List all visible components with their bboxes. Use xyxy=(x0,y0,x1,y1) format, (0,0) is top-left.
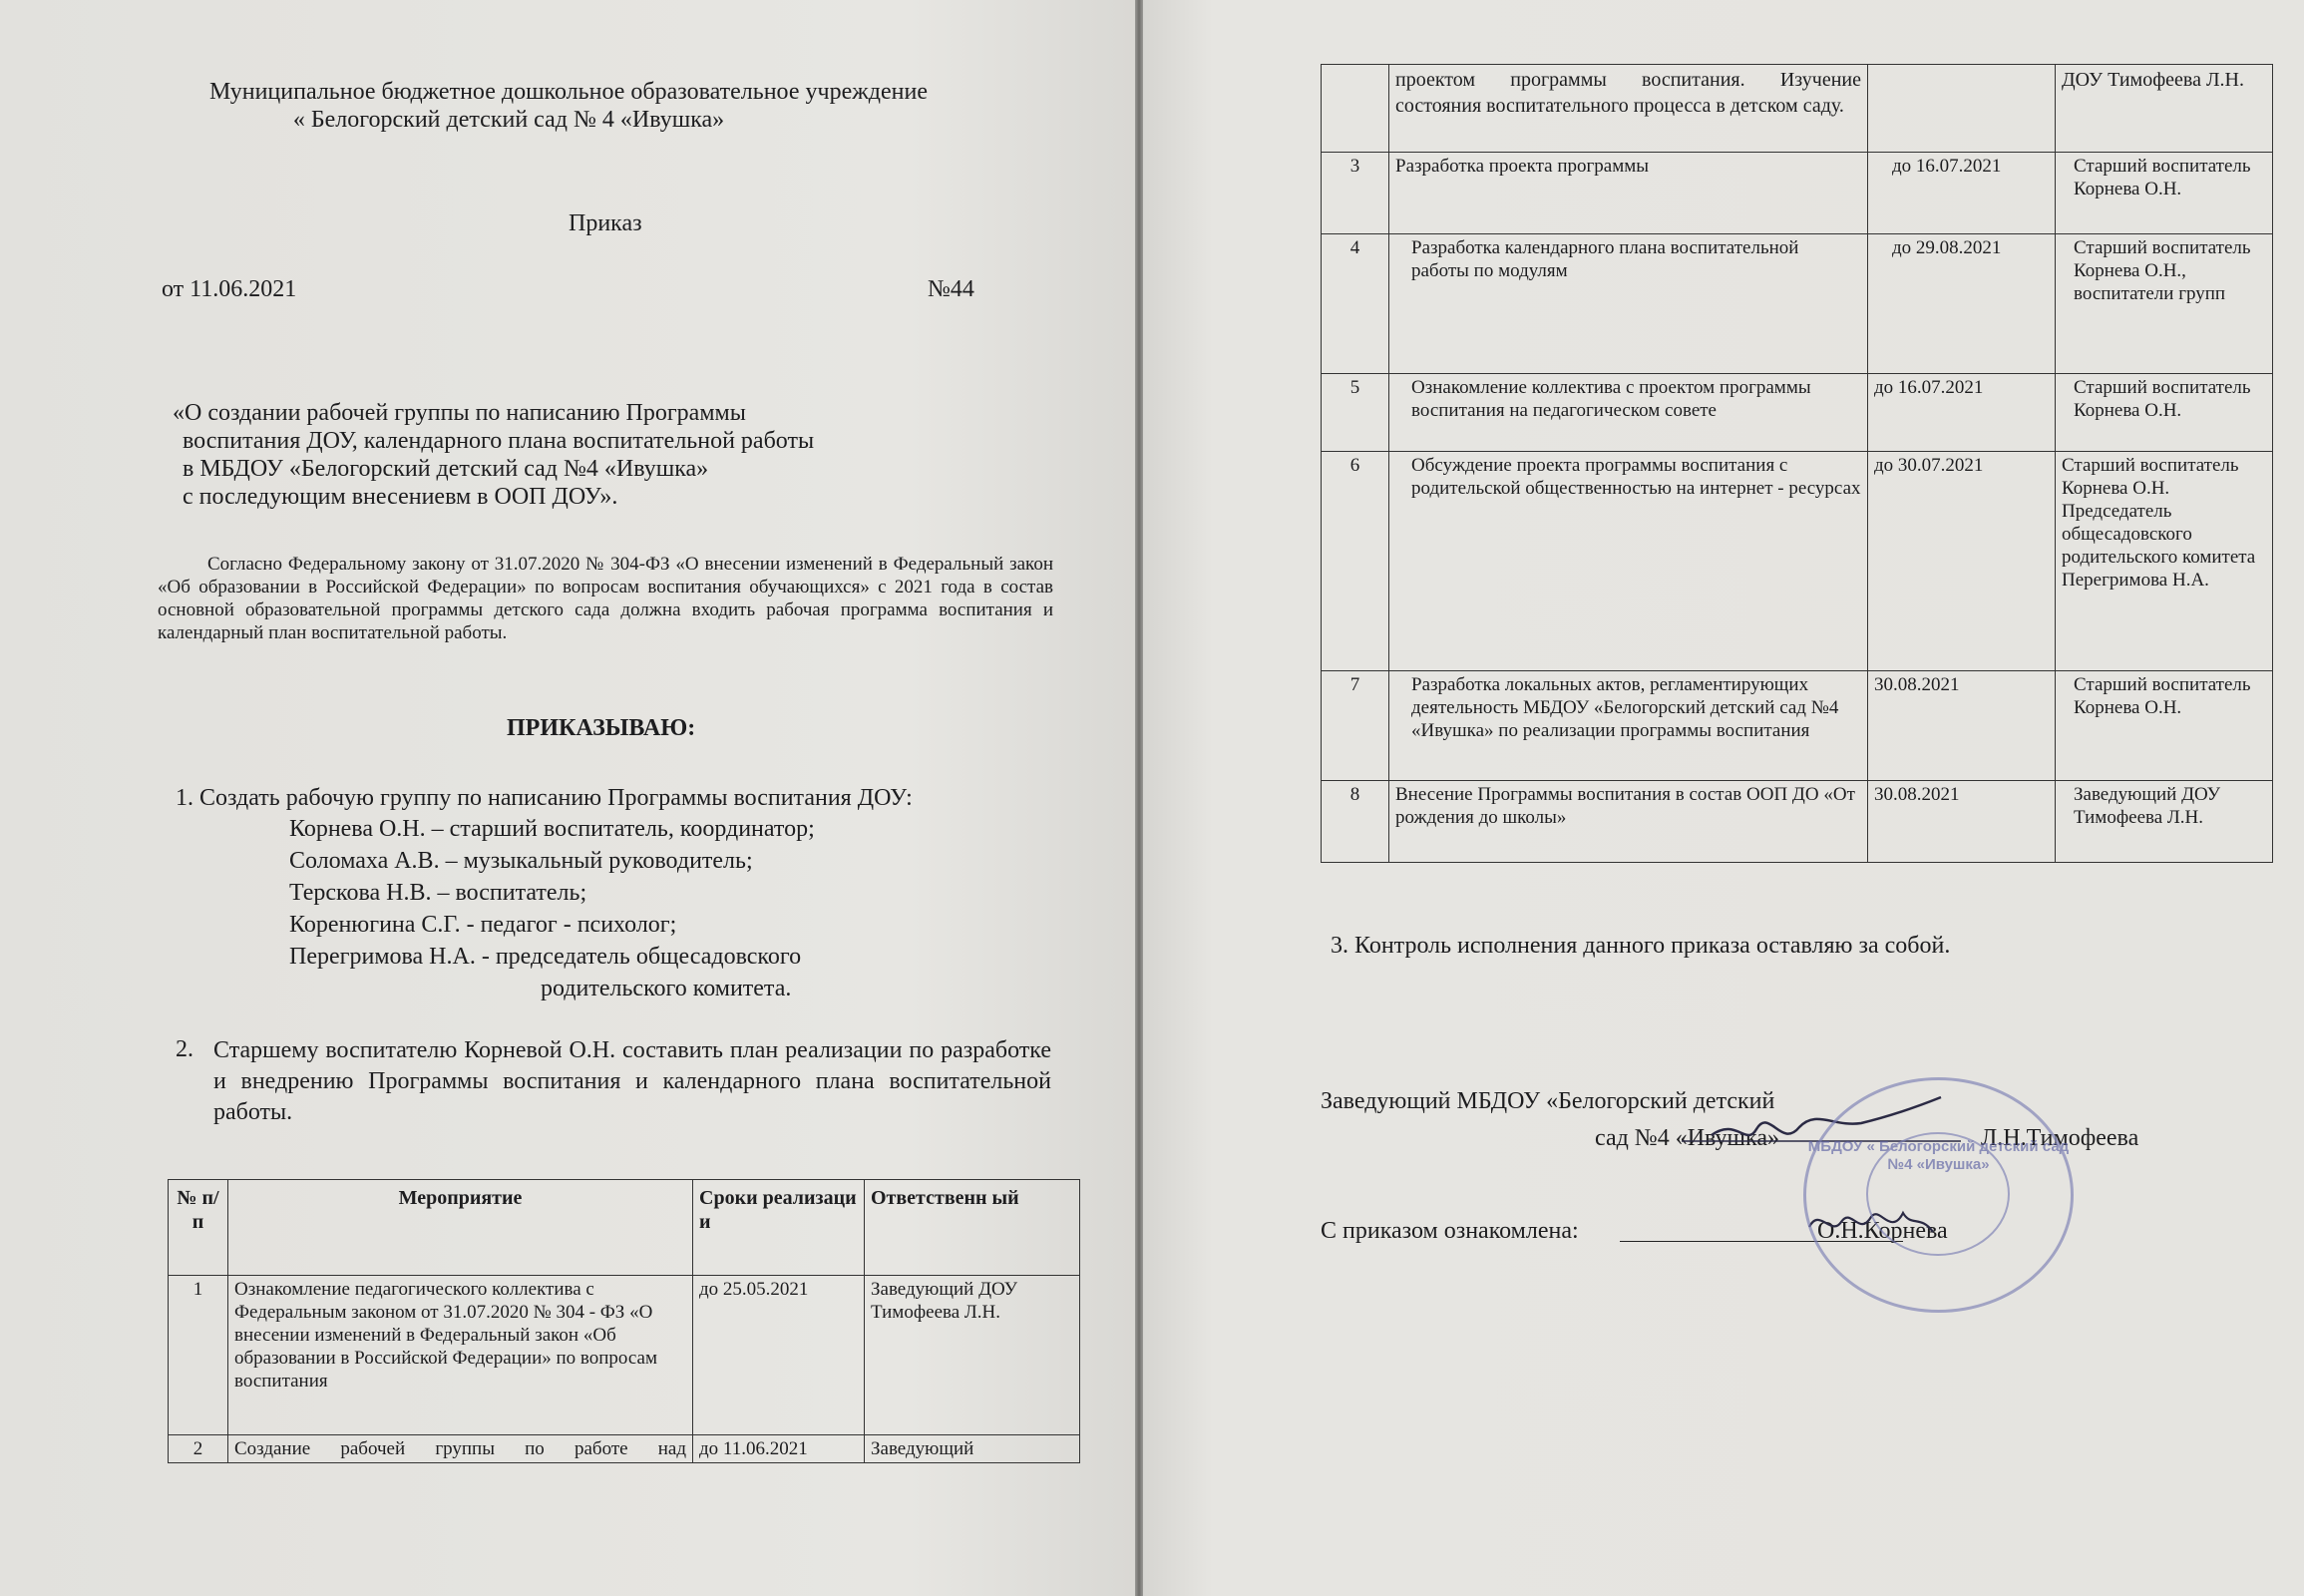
doc-type: Приказ xyxy=(569,210,642,236)
sign-line-2: сад №4 «Ивушка» xyxy=(1595,1125,1779,1151)
right-page xyxy=(1143,0,2304,1596)
plan-table-part1 xyxy=(168,1179,1080,1463)
page-fold xyxy=(1135,0,1143,1596)
header-event: Мероприятие xyxy=(228,1180,693,1276)
member-tail: родительского комитета. xyxy=(541,976,792,1001)
table-row: проектом программы воспитания. Изучение состояния воспитательного процесса в детском саду. ДОУ Тимофеева Л.Н. xyxy=(1322,65,2273,153)
header-num: № п/ п xyxy=(169,1180,228,1276)
item-3: 3. Контроль исполнения данного приказа оставляю за собой. xyxy=(1331,933,1951,959)
preamble: Согласно Федеральному закону от 31.07.2020 № 304-ФЗ «О внесении изменений в Федеральный закон «Об образовании в Российской Федерации» по вопросам воспитания обучающихся» с 2021 года в состав основной образовательной программы детского сада должна входить рабочая программа воспитания и календарный план воспитательной работы. xyxy=(158,554,1053,643)
member: Терскова Н.В. – воспитатель; xyxy=(289,880,587,906)
item-2-text: Старшему воспитателю Корневой О.Н. составить план реализации по разработке и внедрению Программы воспитания и календарного плана воспитательной работы. xyxy=(213,1037,1051,1125)
round-seal xyxy=(1803,1077,2074,1313)
table-row: 2 Создание рабочей группы по работе над до 11.06.2021 Заведующий xyxy=(169,1435,1080,1463)
table-header-row xyxy=(169,1180,1080,1276)
table-row: 4 Разработка календарного плана воспитательной работы по модулям до 29.08.2021 Старший воспитатель Корнева О.Н., воспитатели групп xyxy=(1322,234,2273,374)
seal-text: МБДОУ « Белогорский детский сад №4 «Ивушка» xyxy=(1807,1138,2070,1173)
ack-label: С приказом ознакомлена: xyxy=(1321,1218,1579,1244)
ack-name: О.Н.Корнева xyxy=(1817,1218,1948,1244)
table-row: 6 Обсуждение проекта программы воспитания с родительской общественностью на интернет - ресурсах до 30.07.2021 Старший воспитатель Корнева О.Н. Председатель общесадовского родительского комитета Перегримова Н.А. xyxy=(1322,452,2273,671)
doc-date: от 11.06.2021 xyxy=(162,276,297,302)
item-1: 1. Создать рабочую группу по написанию Программы воспитания ДОУ: xyxy=(176,785,913,811)
sign-name: Л.Н.Тимофеева xyxy=(1981,1125,2139,1151)
members-list xyxy=(289,815,815,1002)
table-row: 7 Разработка локальных актов, регламентирующих деятельность МБДОУ «Белогорский детский сад №4 «Ивушка» по реализации программы воспитания 30.08.2021 Старший воспитатель Корнева О.Н. xyxy=(1322,671,2273,781)
left-page xyxy=(0,0,1135,1596)
header-term: Сроки реализаци и xyxy=(693,1180,865,1276)
doc-number: №44 xyxy=(928,276,974,302)
member: Перегримова Н.А. - председатель общесадовского xyxy=(289,944,802,970)
order-word: ПРИКАЗЫВАЮ: xyxy=(507,715,696,741)
member: Корнева О.Н. – старший воспитатель, координатор; xyxy=(289,816,815,842)
item-2-num: 2. xyxy=(176,1036,193,1062)
doc-subject: «О создании рабочей группы по написанию Программы воспитания ДОУ, календарного плана воспитательной работы в МБДОУ «Белогорский детский сад №4 «Ивушка» с последующим внесениевм в ООП ДОУ». xyxy=(173,400,815,510)
sign-line-1: Заведующий МБДОУ «Белогорский детский xyxy=(1321,1088,1775,1114)
table-row: 8 Внесение Программы воспитания в состав ООП ДО «От рождения до школы» 30.08.2021 Заведующий ДОУ Тимофеева Л.Н. xyxy=(1322,781,2273,863)
table-row: 3 Разработка проекта программы до 16.07.2021 Старший воспитатель Корнева О.Н. xyxy=(1322,153,2273,234)
member: Соломаха А.В. – музыкальный руководитель; xyxy=(289,848,753,874)
table-row: 5 Ознакомление коллектива с проектом программы воспитания на педагогическом совете до 16.07.2021 Старший воспитатель Корнева О.Н. xyxy=(1322,374,2273,452)
header-resp: Ответственн ый xyxy=(865,1180,1080,1276)
plan-table-part2 xyxy=(1321,64,2273,863)
member: Коренюгина С.Г. - педагог - психолог; xyxy=(289,912,677,938)
org-name: Муниципальное бюджетное дошкольное образовательное учреждение « Белогорский детский сад № 4 «Ивушка» xyxy=(209,79,928,133)
table-row: 1 Ознакомление педагогического коллектива с Федеральным законом от 31.07.2020 № 304 - ФЗ «О внесении изменений в Федеральный закон «Об образовании в Российской Федерации» по вопросам воспитания до 25.05.2021 Заведующий ДОУ Тимофеева Л.Н. xyxy=(169,1276,1080,1435)
